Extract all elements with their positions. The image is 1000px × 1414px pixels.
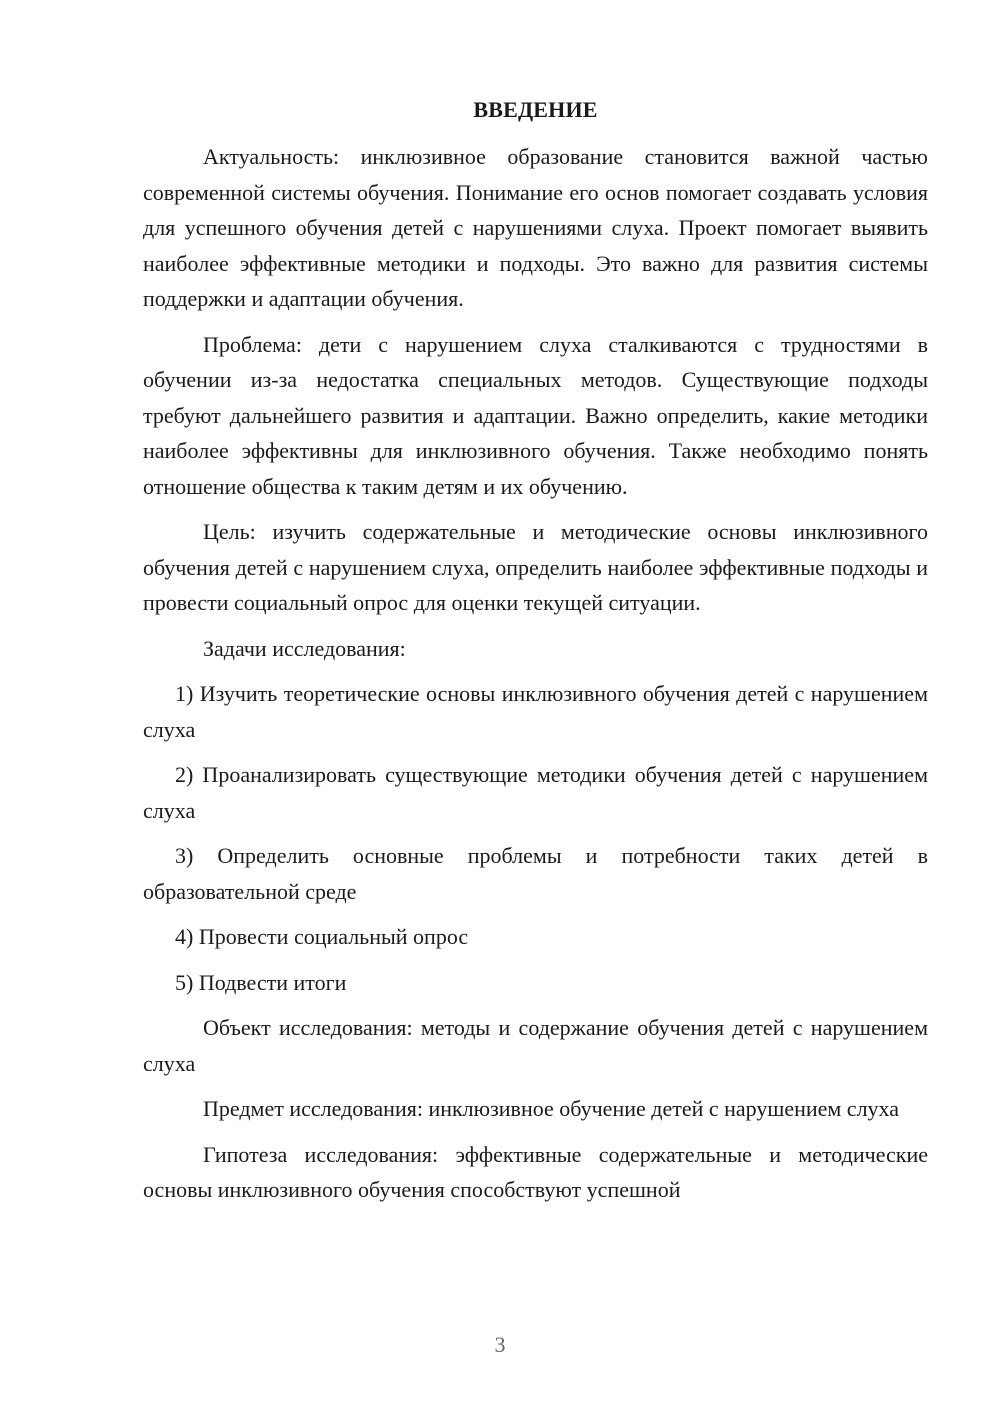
document-title: ВВЕДЕНИЕ	[473, 97, 598, 122]
task-item: 1) Изучить теоретические основы инклюзивного обучения детей с нарушением слуха	[143, 681, 928, 742]
relevance-paragraph: Актуальность: инклюзивное образование становится важной частью современной системы обучения. Понимание его основ помогает создавать условия для успешного обучения детей с нарушениями слуха. Проект помогает выявить наиболее эффективные методики и подходы. Это важно для развития системы поддержки и адаптации обучения.	[143, 144, 928, 311]
page-number: 3	[494, 1332, 506, 1357]
document-page	[143, 95, 928, 1218]
problem-paragraph: Проблема: дети с нарушением слуха сталкиваются с трудностями в обучении из-за недостатка специальных методов. Существующие подходы требуют дальнейшего развития и адаптации. Важно определить, какие методики наиболее эффективны для инклюзивного обучения. Также необходимо понять отношение общества к таким детям и их обучению.	[143, 331, 928, 499]
task-item: 5) Подвести итоги	[175, 969, 347, 995]
tasks-heading: Задачи исследования:	[203, 635, 406, 661]
task-item: 3) Определить основные проблемы и потребности таких детей в образовательной среде	[143, 843, 928, 904]
object-paragraph: Объект исследования: методы и содержание обучения детей с нарушением слуха	[143, 1015, 928, 1076]
subject-paragraph: Предмет исследования: инклюзивное обучение детей с нарушением слуха	[203, 1096, 900, 1121]
goal-paragraph: Цель: изучить содержательные и методические основы инклюзивного обучения детей с нарушением слуха, определить наиболее эффективные подходы и провести социальный опрос для оценки текущей ситуации.	[143, 519, 928, 615]
task-item: 4) Провести социальный опрос	[175, 924, 469, 949]
task-item: 2) Проанализировать существующие методики обучения детей с нарушением слуха	[143, 762, 928, 823]
hypothesis-paragraph: Гипотеза исследования: эффективные содержательные и методические основы инклюзивного обучения способствуют успешной	[143, 1141, 928, 1202]
